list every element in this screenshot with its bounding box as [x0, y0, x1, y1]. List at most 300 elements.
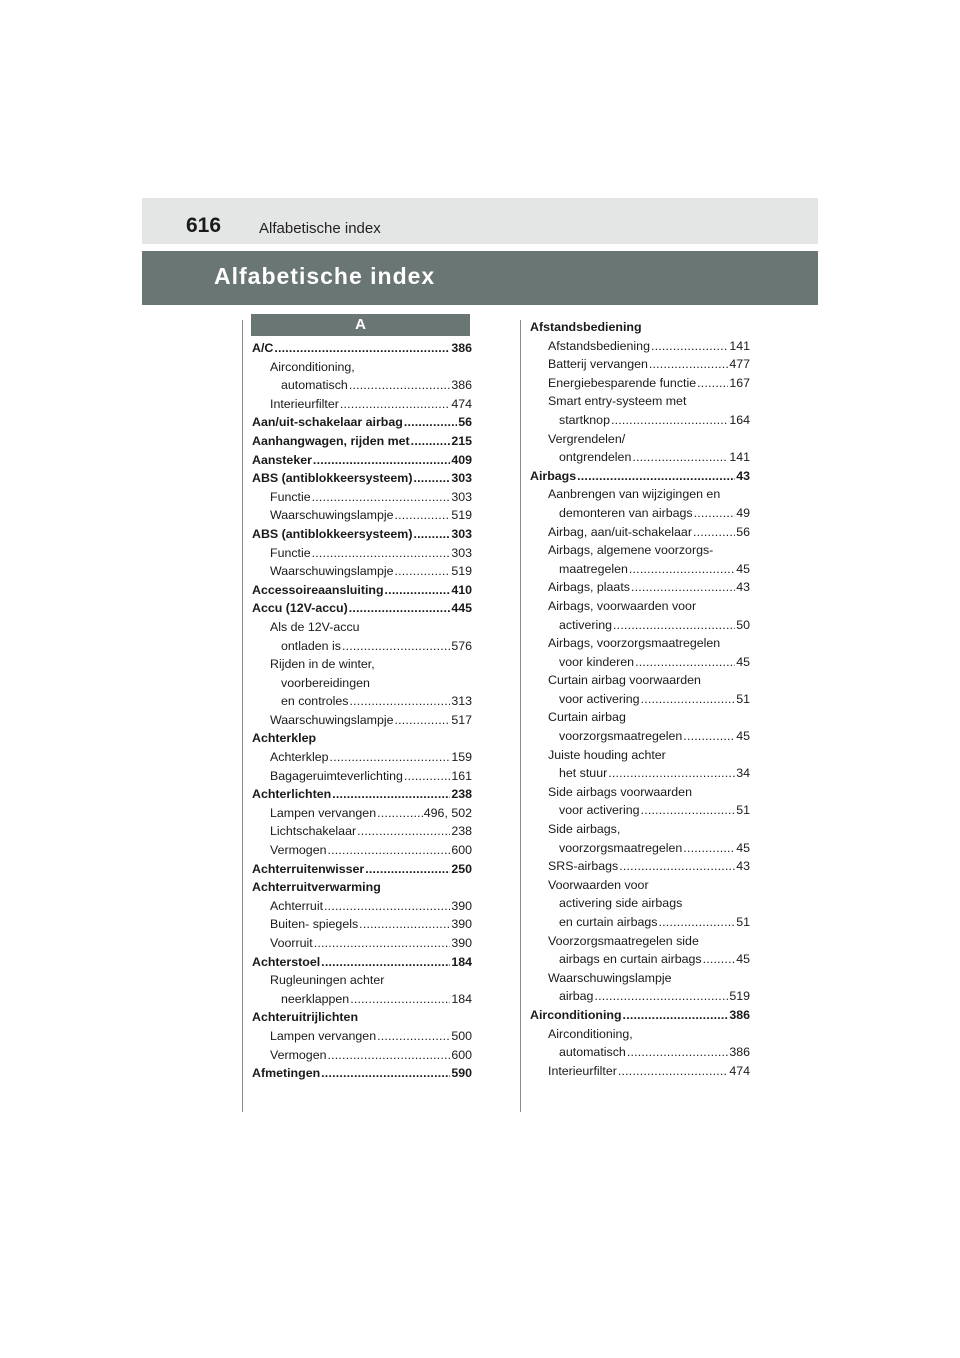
dot-leader — [577, 467, 735, 486]
dot-leader — [350, 990, 450, 1009]
entry-line — [270, 395, 472, 414]
entry-term: ABS (antiblokkeersysteem) — [252, 471, 413, 486]
page-reference: 386 — [451, 341, 472, 355]
page-reference: 410 — [451, 582, 472, 597]
index-subentry — [530, 820, 750, 857]
page-reference: 51 — [736, 803, 750, 818]
entry-term: automatisch — [559, 1045, 626, 1060]
dot-leader — [385, 581, 451, 600]
index-subentry — [530, 671, 750, 708]
entry-term: Rijden in de winter, — [270, 657, 375, 672]
entry-line — [270, 822, 472, 841]
entry-line — [252, 860, 472, 879]
dot-leader — [413, 525, 450, 544]
entry-line — [548, 987, 750, 1006]
entry-term: Waarschuwingslampje — [548, 970, 672, 985]
entry-term: het stuur — [559, 766, 608, 781]
index-entry — [252, 339, 472, 358]
dot-leader — [703, 950, 736, 969]
dot-leader — [274, 339, 450, 358]
entry-term: voor kinderen — [559, 654, 635, 669]
right-column-rule — [520, 320, 521, 1112]
dot-leader — [627, 1043, 729, 1062]
entry-term: Buiten- spiegels — [270, 917, 359, 932]
page-reference: 390 — [451, 917, 472, 932]
page-reference: 164 — [729, 412, 750, 427]
index-subentry — [530, 430, 750, 467]
dot-leader — [395, 711, 451, 730]
entry-term: Aan/uit-schakelaar airbag — [252, 415, 403, 430]
entry-term: Afstandsbediening — [530, 320, 642, 334]
page-reference: 50 — [736, 617, 750, 632]
index-column-right — [530, 318, 750, 1080]
entry-term: Vermogen — [270, 843, 327, 858]
entry-line — [548, 597, 750, 616]
entry-term: Waarschuwingslampje — [270, 508, 394, 523]
dot-leader — [608, 764, 735, 783]
entry-term: Energiebesparende functie — [548, 375, 697, 390]
entry-term: Achterruitverwarming — [252, 880, 381, 895]
page-reference: 517 — [451, 712, 472, 727]
index-subentry — [252, 395, 472, 414]
entry-term: Aanbrengen van wijzigingen en — [548, 487, 721, 502]
page-reference: 590 — [451, 1066, 472, 1081]
entry-line — [270, 562, 472, 581]
entry-line — [548, 355, 750, 374]
index-subentry — [530, 485, 750, 522]
entry-line — [548, 1062, 750, 1081]
entry-line — [548, 430, 750, 449]
dot-leader — [659, 913, 736, 932]
entry-term: Airconditioning, — [270, 359, 355, 374]
index-entry — [252, 469, 472, 488]
entry-line — [548, 820, 750, 839]
index-entry — [252, 451, 472, 470]
index-subentry — [530, 1025, 750, 1062]
dot-leader — [359, 915, 450, 934]
dot-leader — [404, 413, 457, 432]
dot-leader — [350, 692, 451, 711]
entry-line — [548, 523, 750, 542]
index-entry — [252, 953, 472, 972]
entry-line — [530, 467, 750, 486]
dot-leader — [340, 395, 450, 414]
index-subentry — [252, 1027, 472, 1046]
index-entry — [252, 432, 472, 451]
entry-line — [530, 1006, 750, 1025]
dot-leader — [683, 839, 735, 858]
entry-term: Interieurfilter — [548, 1063, 617, 1078]
page-reference: 238 — [451, 824, 472, 839]
dot-leader — [327, 1046, 450, 1065]
page-reference: 519 — [451, 564, 472, 579]
page-reference: 386 — [729, 1007, 750, 1022]
dot-leader — [631, 578, 735, 597]
page-reference: 445 — [451, 601, 472, 616]
entry-line — [270, 358, 472, 377]
page-reference: 303 — [451, 545, 472, 560]
index-entry — [252, 581, 472, 600]
index-entry — [252, 860, 472, 879]
index-entry — [252, 599, 472, 618]
dot-leader — [321, 953, 450, 972]
entry-line — [252, 339, 472, 358]
entry-line — [548, 374, 750, 393]
dot-leader — [327, 841, 450, 860]
index-subentry — [252, 841, 472, 860]
entry-term: Achteruitrijlichten — [252, 1010, 359, 1025]
page-reference: 167 — [729, 375, 750, 390]
entry-term: Side airbags, — [548, 822, 621, 837]
index-entry — [530, 318, 750, 337]
entry-term: Achterklep — [252, 731, 317, 746]
entry-term: A/C — [252, 341, 274, 355]
page-reference: 238 — [451, 787, 472, 802]
entry-line — [270, 618, 472, 637]
page-reference: 45 — [736, 952, 750, 967]
index-subentry — [530, 578, 750, 597]
entry-term: Aanhangwagen, rijden met — [252, 433, 410, 448]
entry-line — [548, 969, 750, 988]
entry-line — [548, 690, 750, 709]
entry-term: voor activering — [559, 691, 640, 706]
entry-term: Voorruit — [270, 936, 313, 950]
entry-term: Curtain airbag — [548, 710, 626, 725]
entry-line — [548, 411, 750, 430]
entry-term: Aansteker — [252, 452, 312, 467]
entry-term: automatisch — [281, 378, 348, 393]
index-subentry — [530, 337, 750, 356]
page-reference: 184 — [451, 954, 472, 969]
dot-leader — [395, 562, 451, 581]
entry-line — [548, 746, 750, 765]
index-entry — [252, 1008, 472, 1027]
entry-line — [252, 413, 472, 432]
index-subentry — [530, 392, 750, 429]
entry-term: Airconditioning — [530, 1007, 622, 1022]
entry-line — [548, 671, 750, 690]
index-column-left — [252, 339, 472, 1083]
page-reference: 600 — [451, 843, 472, 858]
page-reference: 386 — [451, 378, 472, 393]
index-subentry — [252, 897, 472, 916]
entry-term: Airbags, plaats — [548, 580, 630, 595]
entry-line — [270, 674, 472, 693]
entry-line — [270, 804, 472, 823]
chapter-title: Alfabetische index — [214, 263, 436, 289]
entry-line — [252, 1008, 472, 1027]
index-subentry — [252, 971, 472, 1008]
entry-line — [548, 634, 750, 653]
dot-leader — [321, 1064, 450, 1083]
page-reference: 390 — [451, 898, 472, 913]
index-subentry — [252, 618, 472, 655]
entry-line — [548, 578, 750, 597]
entry-term: voorzorgsmaatregelen — [559, 840, 683, 855]
page-reference: 250 — [451, 861, 472, 876]
entry-line — [548, 727, 750, 746]
left-column-rule — [242, 320, 243, 1112]
dot-leader — [613, 616, 735, 635]
index-subentry — [252, 358, 472, 395]
entry-line — [252, 469, 472, 488]
index-subentry — [530, 708, 750, 745]
index-subentry — [530, 746, 750, 783]
index-entry — [530, 467, 750, 486]
entry-term: Airbags, voorwaarden voor — [548, 598, 697, 613]
page-reference: 161 — [451, 768, 472, 783]
page-reference: 215 — [451, 433, 472, 448]
index-subentry — [530, 597, 750, 634]
entry-line — [548, 653, 750, 672]
entry-line — [252, 451, 472, 470]
entry-line — [270, 1046, 472, 1065]
entry-line — [270, 376, 472, 395]
entry-line — [530, 318, 750, 337]
section-letter-heading: A — [251, 314, 470, 336]
page-reference: 500 — [451, 1028, 472, 1043]
page-reference: 303 — [451, 526, 472, 541]
page-reference: 496, 502 — [423, 805, 472, 820]
dot-leader — [324, 897, 450, 916]
index-subentry — [530, 374, 750, 393]
page-reference: 34 — [736, 766, 750, 781]
dot-leader — [377, 804, 423, 823]
dot-leader — [641, 690, 736, 709]
page-reference: 303 — [451, 489, 472, 504]
index-entry — [252, 785, 472, 804]
entry-line — [548, 839, 750, 858]
index-subentry — [252, 934, 472, 953]
dot-leader — [357, 822, 450, 841]
index-subentry — [252, 544, 472, 563]
entry-term: Rugleuningen achter — [270, 973, 385, 988]
entry-line — [252, 878, 472, 897]
entry-line — [252, 785, 472, 804]
dot-leader — [411, 432, 451, 451]
entry-term: en curtain airbags — [559, 915, 658, 929]
dot-leader — [693, 523, 735, 542]
entry-line — [548, 801, 750, 820]
page-reference: 141 — [729, 338, 750, 353]
entry-line — [270, 637, 472, 656]
page-reference: 313 — [451, 694, 472, 709]
dot-leader — [342, 637, 450, 656]
entry-term: Vermogen — [270, 1047, 327, 1062]
dot-leader — [641, 801, 736, 820]
entry-term: Functie — [270, 545, 311, 560]
dot-leader — [395, 506, 451, 525]
entry-line — [548, 485, 750, 504]
entry-term: maatregelen — [559, 561, 628, 576]
entry-line — [252, 1064, 472, 1083]
index-subentry — [530, 932, 750, 969]
entry-term: Functie — [270, 489, 311, 504]
dot-leader — [619, 857, 735, 876]
entry-term: Curtain airbag voorwaarden — [548, 673, 701, 688]
entry-line — [252, 432, 472, 451]
entry-term: activering side airbags — [559, 896, 683, 911]
entry-term: Airbags, algemene voorzorgs- — [548, 543, 714, 558]
index-subentry — [530, 857, 750, 876]
entry-line — [270, 934, 472, 953]
entry-term: ontgrendelen — [559, 450, 632, 465]
entry-line — [548, 783, 750, 802]
entry-term: Airbag, aan/uit-schakelaar — [548, 524, 692, 539]
entry-line — [270, 841, 472, 860]
index-entry — [252, 729, 472, 748]
index-subentry — [252, 767, 472, 786]
dot-leader — [404, 767, 450, 786]
entry-line — [548, 337, 750, 356]
entry-line — [548, 932, 750, 951]
entry-term: Achterruitenwisser — [252, 861, 365, 876]
index-subentry — [252, 822, 472, 841]
page-reference: 56 — [736, 524, 750, 539]
entry-line — [548, 504, 750, 523]
entry-line — [548, 708, 750, 727]
entry-term: Accu (12V-accu) — [252, 601, 348, 616]
page-reference: 51 — [736, 691, 750, 706]
entry-term: Juiste houding achter — [548, 747, 666, 762]
dot-leader — [313, 451, 450, 470]
dot-leader — [312, 544, 451, 563]
entry-term: Smart entry-systeem met — [548, 394, 687, 409]
entry-line — [548, 1025, 750, 1044]
page-reference: 43 — [736, 580, 750, 595]
index-subentry — [252, 915, 472, 934]
entry-term: voorbereidingen — [281, 675, 370, 690]
dot-leader — [349, 599, 451, 618]
entry-term: Afstandsbediening — [548, 338, 650, 353]
entry-term: en controles — [281, 694, 349, 709]
page-reference: 303 — [451, 471, 472, 486]
entry-term: Waarschuwingslampje — [270, 564, 394, 579]
index-subentry — [530, 634, 750, 671]
entry-line — [548, 448, 750, 467]
entry-term: Lichtschakelaar — [270, 824, 357, 839]
page-reference: 45 — [736, 561, 750, 576]
entry-line — [548, 764, 750, 783]
entry-term: ontladen is — [281, 638, 341, 653]
entry-term: Airbags, voorzorgsmaatregelen — [548, 636, 721, 651]
dot-leader — [312, 488, 451, 507]
entry-term: Achterlichten — [252, 787, 332, 802]
entry-term: Afmetingen — [252, 1066, 321, 1081]
dot-leader — [635, 653, 735, 672]
dot-leader — [377, 1027, 450, 1046]
entry-term: Airbags — [530, 468, 577, 483]
entry-term: Bagageruimteverlichting — [270, 768, 403, 783]
running-header-title: Alfabetische index — [259, 220, 381, 237]
entry-line — [252, 525, 472, 544]
entry-line — [548, 541, 750, 560]
entry-term: Accessoireaansluiting — [252, 582, 384, 597]
page-reference: 43 — [736, 859, 750, 874]
page-reference: 519 — [451, 508, 472, 523]
entry-term: Side airbags voorwaarden — [548, 784, 692, 799]
index-subentry — [252, 488, 472, 507]
entry-line — [270, 748, 472, 767]
index-subentry — [252, 655, 472, 711]
entry-line — [548, 950, 750, 969]
dot-leader — [697, 374, 728, 393]
entry-line — [548, 1043, 750, 1062]
entry-line — [548, 857, 750, 876]
page-reference: 45 — [736, 729, 750, 744]
entry-term: demonteren van airbags — [559, 505, 693, 520]
page-number: 616 — [186, 214, 222, 237]
dot-leader — [349, 376, 451, 395]
index-subentry — [252, 748, 472, 767]
index-entry — [252, 1064, 472, 1083]
dot-leader — [365, 860, 450, 879]
entry-term: Airconditioning, — [548, 1026, 633, 1041]
entry-line — [270, 990, 472, 1009]
page-reference: 477 — [729, 357, 750, 372]
page-reference: 576 — [451, 638, 472, 653]
page-reference: 474 — [451, 396, 472, 411]
entry-line — [270, 506, 472, 525]
dot-leader — [649, 355, 728, 374]
entry-term: Interieurfilter — [270, 396, 339, 411]
entry-term: Waarschuwingslampje — [270, 712, 394, 727]
index-subentry — [530, 523, 750, 542]
entry-term: Lampen vervangen — [270, 1028, 377, 1043]
index-entry — [252, 413, 472, 432]
entry-line — [270, 655, 472, 674]
dot-leader — [618, 1062, 728, 1081]
entry-line — [548, 616, 750, 635]
entry-term: Als de 12V-accu — [270, 619, 360, 634]
page-reference: 474 — [729, 1063, 750, 1078]
entry-term: Lampen vervangen — [270, 805, 377, 820]
entry-line — [270, 488, 472, 507]
index-entry — [252, 525, 472, 544]
dot-leader — [694, 504, 736, 523]
entry-line — [252, 729, 472, 748]
page-reference: 600 — [451, 1047, 472, 1062]
page-reference: 159 — [451, 750, 472, 765]
entry-line — [270, 971, 472, 990]
page-reference: 386 — [729, 1045, 750, 1060]
entry-line — [548, 560, 750, 579]
index-subentry — [530, 876, 750, 932]
entry-term: neerklappen — [281, 991, 350, 1006]
dot-leader — [594, 987, 728, 1006]
entry-term: ABS (antiblokkeersysteem) — [252, 526, 413, 541]
page-reference: 184 — [451, 991, 472, 1006]
entry-term: Achterruit — [270, 898, 324, 913]
index-entry — [530, 1006, 750, 1025]
dot-leader — [629, 560, 735, 579]
entry-term: airbag — [559, 989, 594, 1004]
entry-line — [270, 897, 472, 916]
entry-term: Achterstoel — [252, 954, 321, 969]
entry-line — [270, 544, 472, 563]
dot-leader — [330, 748, 451, 767]
entry-term: Vergrendelen/ — [548, 431, 626, 446]
index-subentry — [530, 1062, 750, 1081]
dot-leader — [651, 337, 728, 356]
entry-term: activering — [559, 617, 613, 632]
index-subentry — [530, 783, 750, 820]
index-subentry — [252, 506, 472, 525]
page-reference: 45 — [736, 840, 750, 855]
page-reference: 519 — [729, 989, 750, 1004]
index-subentry — [530, 969, 750, 1006]
entry-line — [548, 876, 750, 895]
